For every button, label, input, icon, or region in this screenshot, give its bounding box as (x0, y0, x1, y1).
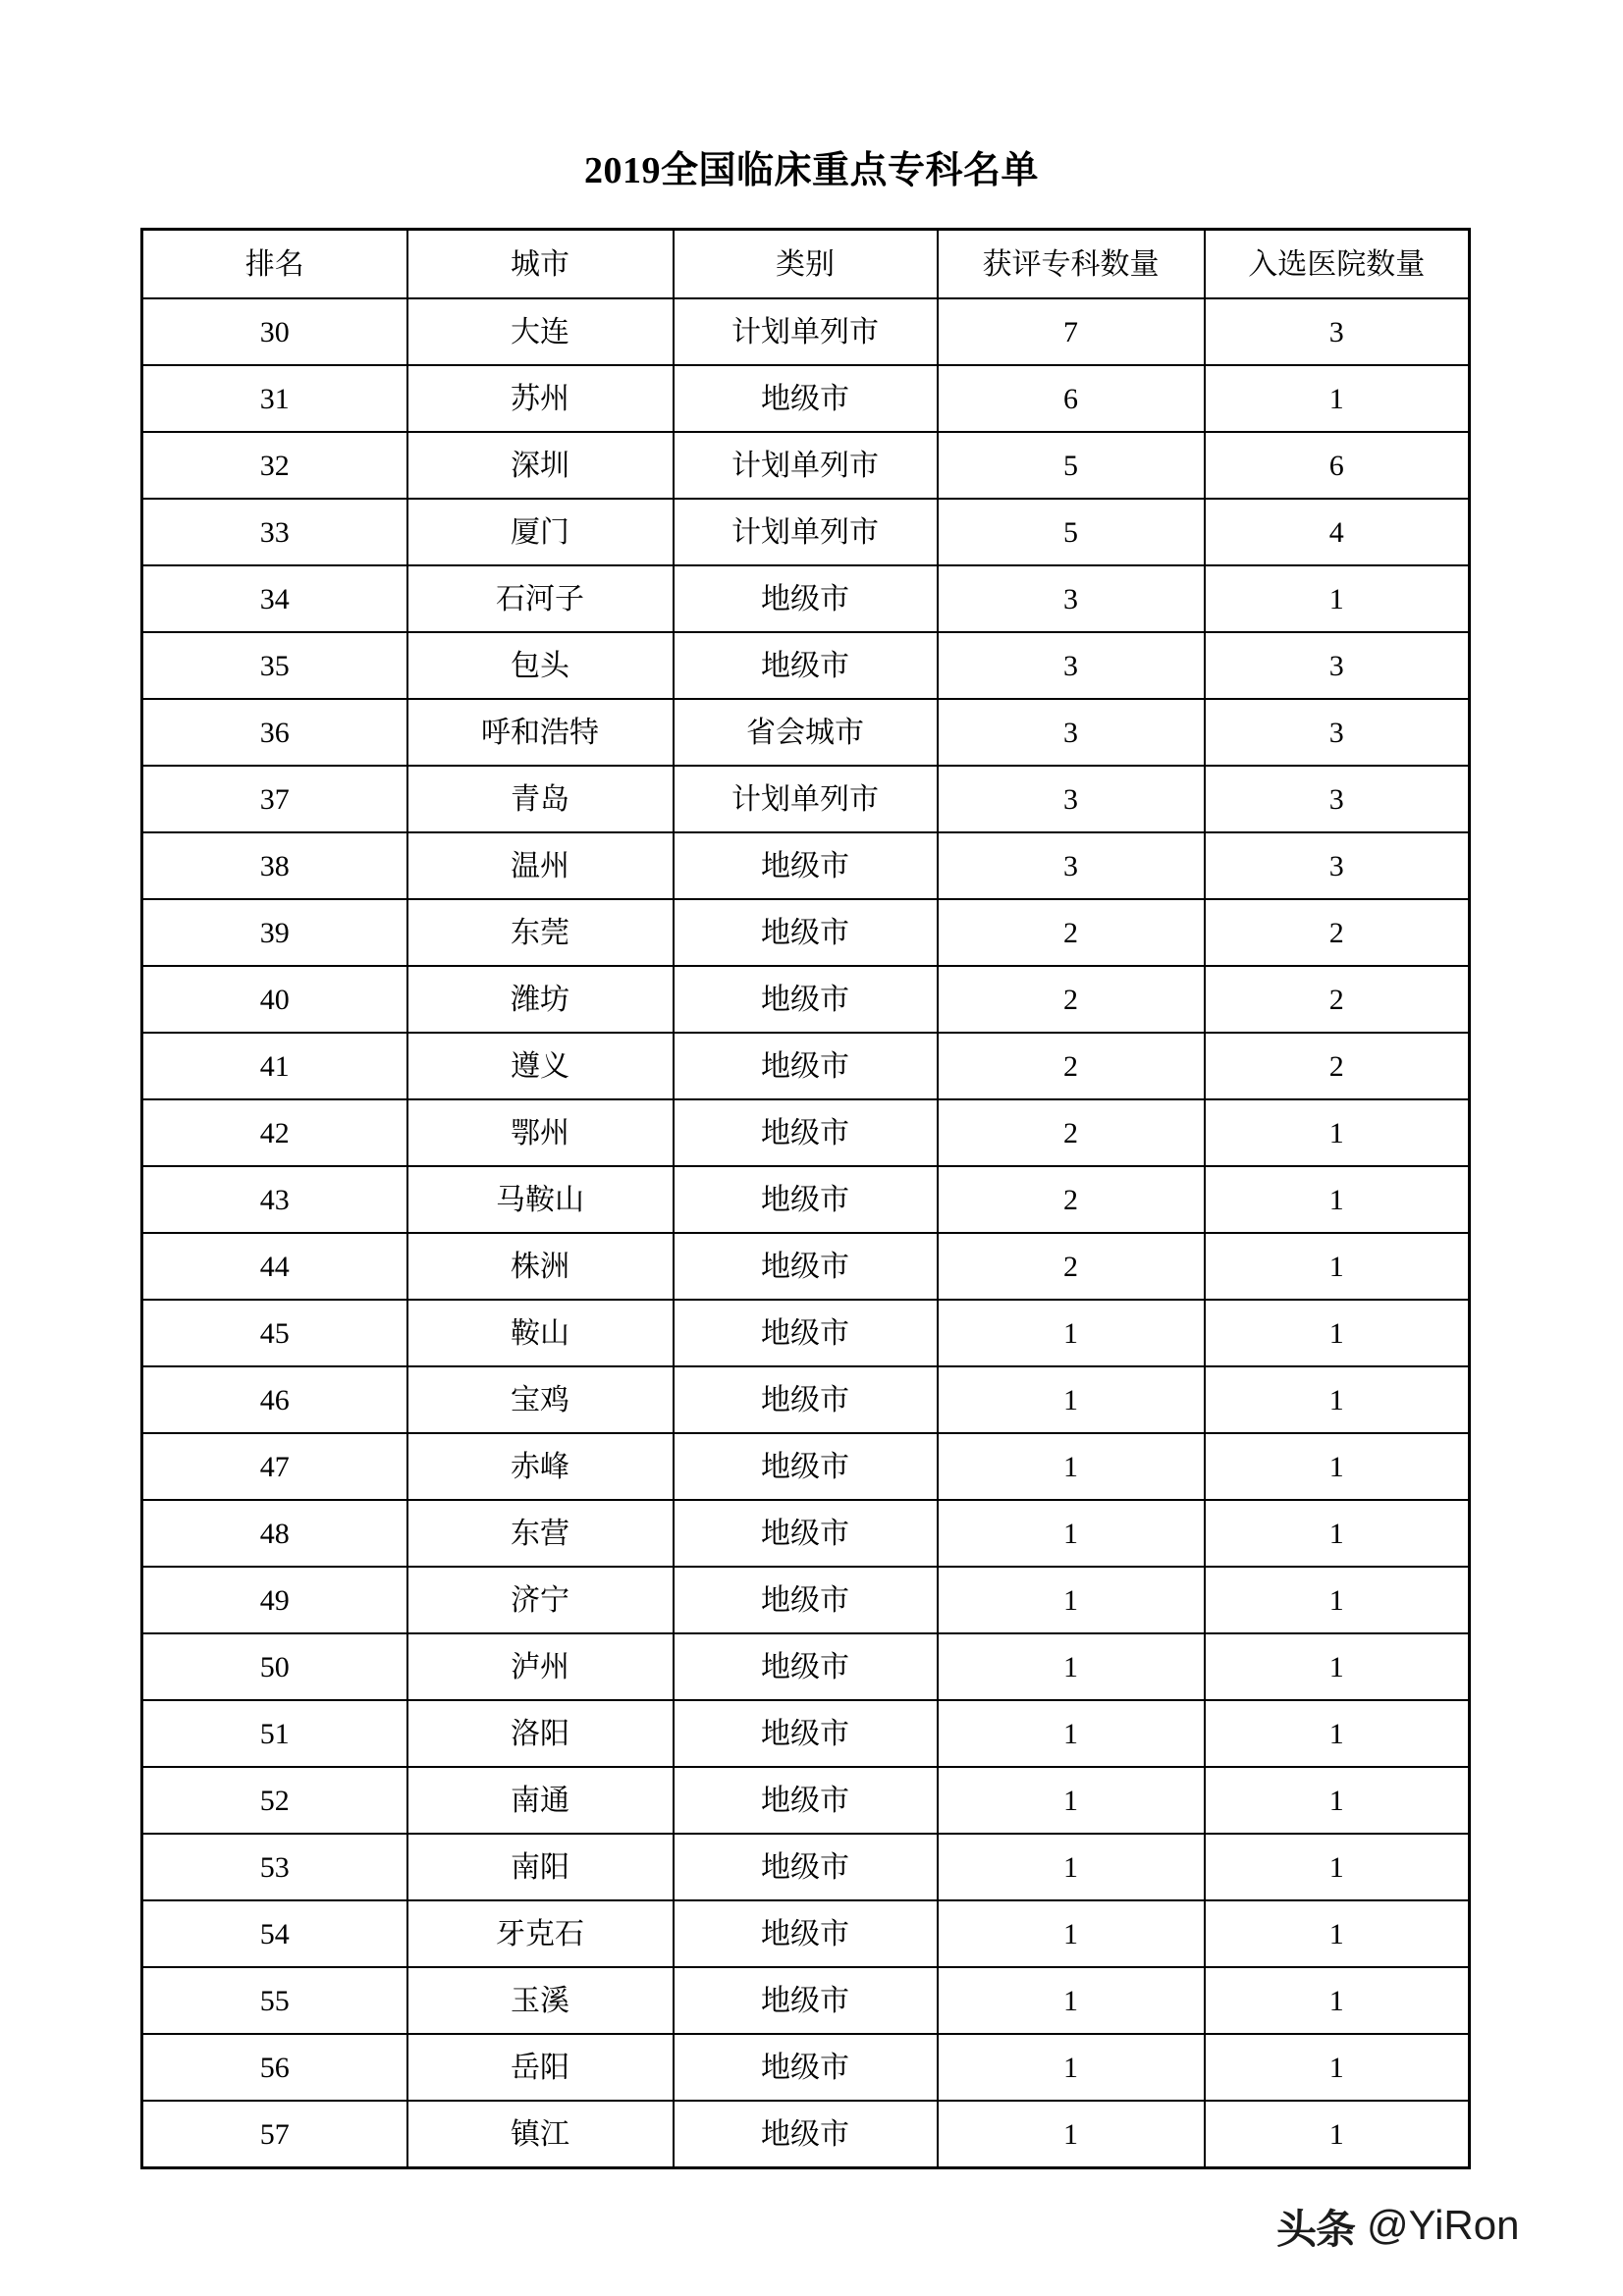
cell-category: 地级市 (674, 1767, 938, 1834)
cell-hospital: 1 (1205, 1567, 1470, 1633)
cell-rank: 50 (142, 1633, 407, 1700)
cell-category: 地级市 (674, 2101, 938, 2168)
cell-rank: 45 (142, 1300, 407, 1366)
cell-specialty: 1 (938, 1900, 1205, 1967)
cell-category: 地级市 (674, 2034, 938, 2101)
cell-category: 计划单列市 (674, 499, 938, 565)
cell-rank: 36 (142, 699, 407, 766)
cell-specialty: 2 (938, 1099, 1205, 1166)
cell-hospital: 2 (1205, 966, 1470, 1033)
cell-category: 地级市 (674, 1700, 938, 1767)
table-row (142, 1300, 1470, 1366)
cell-specialty: 1 (938, 1633, 1205, 1700)
cell-hospital: 4 (1205, 499, 1470, 565)
cell-city: 东莞 (407, 899, 674, 966)
cell-hospital: 1 (1205, 2034, 1470, 2101)
cell-specialty: 3 (938, 565, 1205, 632)
cell-specialty: 1 (938, 1567, 1205, 1633)
cell-city: 东营 (407, 1500, 674, 1567)
clinical-specialty-table (140, 228, 1471, 2169)
table-row (142, 1567, 1470, 1633)
cell-city: 南阳 (407, 1834, 674, 1900)
column-header-category: 类别 (674, 230, 938, 299)
cell-specialty: 3 (938, 766, 1205, 832)
cell-specialty: 1 (938, 1967, 1205, 2034)
cell-category: 地级市 (674, 1433, 938, 1500)
table-row (142, 1900, 1470, 1967)
cell-hospital: 1 (1205, 1166, 1470, 1233)
cell-rank: 55 (142, 1967, 407, 2034)
cell-category: 地级市 (674, 1366, 938, 1433)
table-row (142, 1700, 1470, 1767)
cell-city: 牙克石 (407, 1900, 674, 1967)
cell-specialty: 1 (938, 1300, 1205, 1366)
cell-hospital: 2 (1205, 1033, 1470, 1099)
table-row (142, 1633, 1470, 1700)
cell-specialty: 3 (938, 832, 1205, 899)
cell-category: 地级市 (674, 1166, 938, 1233)
cell-city: 南通 (407, 1767, 674, 1834)
column-header-rank: 排名 (142, 230, 407, 299)
cell-rank: 46 (142, 1366, 407, 1433)
cell-specialty: 1 (938, 2101, 1205, 2168)
cell-category: 地级市 (674, 365, 938, 432)
cell-hospital: 1 (1205, 1633, 1470, 1700)
cell-hospital: 1 (1205, 1967, 1470, 2034)
cell-rank: 52 (142, 1767, 407, 1834)
cell-rank: 43 (142, 1166, 407, 1233)
cell-category: 计划单列市 (674, 298, 938, 365)
cell-city: 呼和浩特 (407, 699, 674, 766)
cell-specialty: 2 (938, 1166, 1205, 1233)
table-row (142, 832, 1470, 899)
cell-rank: 35 (142, 632, 407, 699)
cell-hospital: 1 (1205, 1900, 1470, 1967)
table-row (142, 699, 1470, 766)
cell-city: 潍坊 (407, 966, 674, 1033)
cell-rank: 54 (142, 1900, 407, 1967)
table-row (142, 1767, 1470, 1834)
table-row (142, 1166, 1470, 1233)
cell-hospital: 3 (1205, 632, 1470, 699)
cell-category: 地级市 (674, 1099, 938, 1166)
table-row (142, 1366, 1470, 1433)
cell-hospital: 1 (1205, 1433, 1470, 1500)
table-row (142, 1433, 1470, 1500)
cell-city: 深圳 (407, 432, 674, 499)
table-row (142, 2034, 1470, 2101)
cell-specialty: 7 (938, 298, 1205, 365)
watermark-handle: @YiRon (1367, 2202, 1520, 2248)
table-row (142, 565, 1470, 632)
watermark (1276, 2191, 1591, 2260)
cell-rank: 51 (142, 1700, 407, 1767)
cell-hospital: 1 (1205, 1233, 1470, 1300)
cell-hospital: 1 (1205, 1834, 1470, 1900)
cell-city: 鄂州 (407, 1099, 674, 1166)
table-body (142, 298, 1470, 2168)
cell-rank: 37 (142, 766, 407, 832)
cell-city: 鞍山 (407, 1300, 674, 1366)
cell-hospital: 1 (1205, 1767, 1470, 1834)
table-row (142, 1233, 1470, 1300)
cell-city: 青岛 (407, 766, 674, 832)
cell-hospital: 2 (1205, 899, 1470, 966)
cell-hospital: 3 (1205, 832, 1470, 899)
page-title: 2019全国临床重点专科名单 (583, 150, 1039, 191)
cell-rank: 42 (142, 1099, 407, 1166)
cell-specialty: 3 (938, 632, 1205, 699)
table-row (142, 766, 1470, 832)
cell-hospital: 3 (1205, 699, 1470, 766)
cell-category: 地级市 (674, 1567, 938, 1633)
toutiao-logo-text: 头条 (1276, 2206, 1355, 2252)
cell-specialty: 3 (938, 699, 1205, 766)
cell-rank: 40 (142, 966, 407, 1033)
table-row (142, 1834, 1470, 1900)
cell-category: 地级市 (674, 1967, 938, 2034)
cell-hospital: 3 (1205, 766, 1470, 832)
table-row (142, 2101, 1470, 2168)
cell-hospital: 1 (1205, 365, 1470, 432)
cell-specialty: 6 (938, 365, 1205, 432)
cell-category: 计划单列市 (674, 432, 938, 499)
cell-city: 苏州 (407, 365, 674, 432)
table-row (142, 432, 1470, 499)
cell-rank: 31 (142, 365, 407, 432)
cell-category: 地级市 (674, 1300, 938, 1366)
cell-city: 马鞍山 (407, 1166, 674, 1233)
cell-category: 地级市 (674, 832, 938, 899)
cell-city: 大连 (407, 298, 674, 365)
cell-rank: 41 (142, 1033, 407, 1099)
table-header (142, 230, 1470, 299)
table-row (142, 632, 1470, 699)
cell-rank: 38 (142, 832, 407, 899)
cell-specialty: 1 (938, 1767, 1205, 1834)
cell-hospital: 1 (1205, 1300, 1470, 1366)
cell-city: 遵义 (407, 1033, 674, 1099)
cell-category: 地级市 (674, 1500, 938, 1567)
table-row (142, 1099, 1470, 1166)
cell-specialty: 1 (938, 1366, 1205, 1433)
table-row (142, 499, 1470, 565)
cell-rank: 34 (142, 565, 407, 632)
cell-city: 温州 (407, 832, 674, 899)
cell-specialty: 1 (938, 2034, 1205, 2101)
cell-city: 石河子 (407, 565, 674, 632)
cell-city: 泸州 (407, 1633, 674, 1700)
cell-specialty: 1 (938, 1700, 1205, 1767)
cell-category: 地级市 (674, 565, 938, 632)
cell-hospital: 1 (1205, 565, 1470, 632)
cell-rank: 39 (142, 899, 407, 966)
cell-hospital: 1 (1205, 1500, 1470, 1567)
cell-specialty: 2 (938, 899, 1205, 966)
cell-specialty: 1 (938, 1834, 1205, 1900)
cell-city: 赤峰 (407, 1433, 674, 1500)
table-row (142, 1033, 1470, 1099)
cell-city: 玉溪 (407, 1967, 674, 2034)
cell-city: 镇江 (407, 2101, 674, 2168)
table-row (142, 966, 1470, 1033)
cell-specialty: 1 (938, 1433, 1205, 1500)
cell-specialty: 5 (938, 499, 1205, 565)
cell-category: 地级市 (674, 1633, 938, 1700)
cell-city: 株洲 (407, 1233, 674, 1300)
cell-rank: 32 (142, 432, 407, 499)
cell-category: 地级市 (674, 1834, 938, 1900)
cell-rank: 44 (142, 1233, 407, 1300)
cell-hospital: 1 (1205, 1099, 1470, 1166)
cell-category: 地级市 (674, 899, 938, 966)
column-header-city: 城市 (407, 230, 674, 299)
cell-rank: 53 (142, 1834, 407, 1900)
cell-category: 地级市 (674, 1033, 938, 1099)
cell-specialty: 2 (938, 966, 1205, 1033)
cell-hospital: 6 (1205, 432, 1470, 499)
cell-rank: 30 (142, 298, 407, 365)
cell-category: 地级市 (674, 1233, 938, 1300)
column-header-specialty: 获评专科数量 (938, 230, 1205, 299)
table-row (142, 1500, 1470, 1567)
cell-specialty: 2 (938, 1233, 1205, 1300)
cell-hospital: 1 (1205, 1700, 1470, 1767)
cell-rank: 33 (142, 499, 407, 565)
table-container (140, 228, 1468, 2169)
cell-city: 济宁 (407, 1567, 674, 1633)
table-row (142, 1967, 1470, 2034)
cell-city: 洛阳 (407, 1700, 674, 1767)
cell-rank: 48 (142, 1500, 407, 1567)
cell-specialty: 1 (938, 1500, 1205, 1567)
cell-hospital: 3 (1205, 298, 1470, 365)
column-header-hospital: 入选医院数量 (1205, 230, 1470, 299)
cell-category: 地级市 (674, 632, 938, 699)
cell-rank: 57 (142, 2101, 407, 2168)
cell-city: 包头 (407, 632, 674, 699)
cell-city: 岳阳 (407, 2034, 674, 2101)
table-row (142, 899, 1470, 966)
table-header-row (142, 230, 1470, 299)
cell-category: 计划单列市 (674, 766, 938, 832)
table-row (142, 365, 1470, 432)
cell-rank: 47 (142, 1433, 407, 1500)
cell-city: 厦门 (407, 499, 674, 565)
cell-category: 省会城市 (674, 699, 938, 766)
cell-category: 地级市 (674, 1900, 938, 1967)
cell-specialty: 5 (938, 432, 1205, 499)
cell-specialty: 2 (938, 1033, 1205, 1099)
cell-city: 宝鸡 (407, 1366, 674, 1433)
cell-category: 地级市 (674, 966, 938, 1033)
cell-rank: 49 (142, 1567, 407, 1633)
cell-rank: 56 (142, 2034, 407, 2101)
cell-hospital: 1 (1205, 1366, 1470, 1433)
table-row (142, 298, 1470, 365)
cell-hospital: 1 (1205, 2101, 1470, 2168)
